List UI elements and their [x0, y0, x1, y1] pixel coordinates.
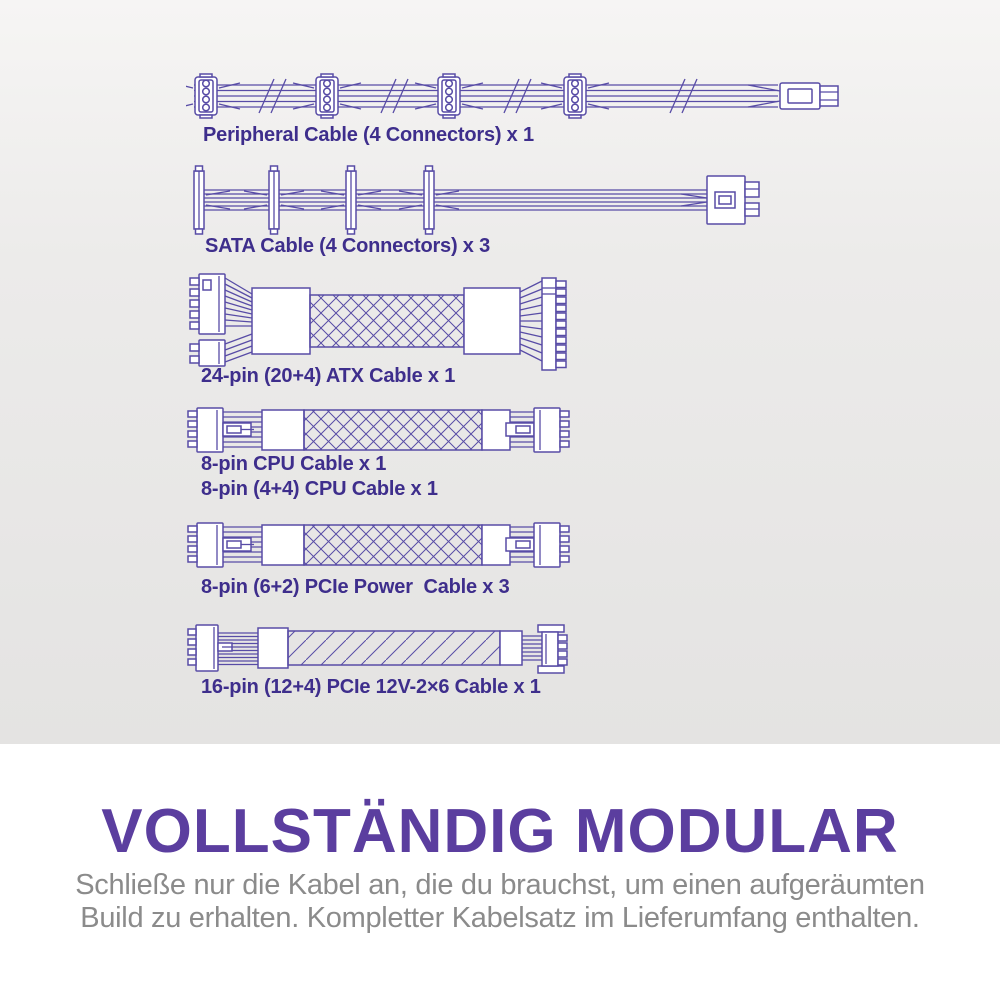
cpu-cable-label: 8-pin CPU Cable x 1 — [201, 453, 387, 475]
atx-cable-illustration — [186, 268, 586, 378]
pcie-cable-illustration — [186, 519, 571, 571]
cpu-cable-illustration — [186, 404, 571, 456]
sata-cable-label: SATA Cable (4 Connectors) x 3 — [205, 235, 490, 257]
section-heading: VOLLSTÄNDIG MODULAR — [101, 797, 899, 866]
pcie-12v-2x6-cable-illustration — [186, 620, 578, 678]
pcie-12v-2x6-cable-label: 16-pin (12+4) PCIe 12V-2×6 Cable x 1 — [201, 676, 541, 698]
section-description-line2: Build zu erhalten. Kompletter Kabelsatz im Lieferumfang enthalten. — [80, 902, 920, 934]
section-description — [0, 869, 1000, 935]
peripheral-cable-illustration — [186, 66, 846, 126]
section-description-line1: Schließe nur die Kabel an, die du brauchst, um einen aufgeräumten — [75, 869, 925, 901]
sata-cable-illustration — [186, 162, 766, 238]
peripheral-cable-label: Peripheral Cable (4 Connectors) x 1 — [203, 124, 534, 146]
cpu-cable-label-2: 8-pin (4+4) CPU Cable x 1 — [201, 478, 438, 500]
atx-cable-label: 24-pin (20+4) ATX Cable x 1 — [201, 365, 456, 387]
pcie-cable-label: 8-pin (6+2) PCIe Power Cable x 3 — [201, 576, 510, 598]
